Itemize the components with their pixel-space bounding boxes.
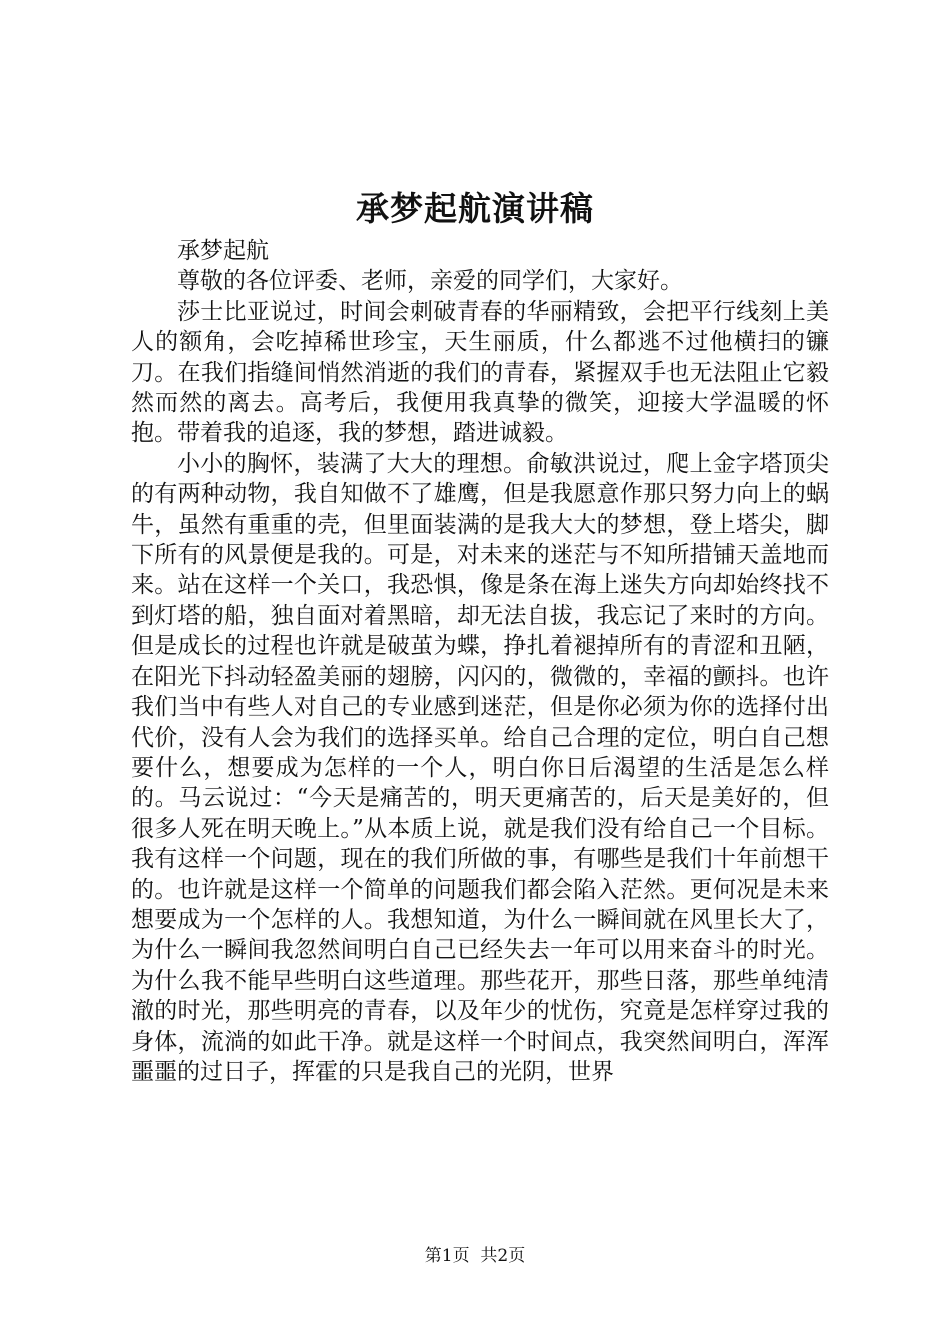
paragraph-shakespeare: 莎士比亚说过，时间会刺破青春的华丽精致，会把平行线刻上美人的额角，会吃掉稀世珍宝，天生丽质，什么都逃不过他横扫的镰刀。在我们指缝间悄然消逝的我们的青春，紧握双手也无法阻止它毅然而然的离去。高考后，我便用我真挚的微笑，迎接大学温暖的怀抱。带着我的追逐，我的梦想，踏进诚毅。 [131,298,829,447]
document-title: 承梦起航演讲稿 [356,189,594,228]
page-footer [0,1244,950,1268]
page-number: 第1页 共2页 [424,1246,526,1266]
document-body [131,236,829,1087]
paragraph-greeting: 尊敬的各位评委、老师，亲爱的同学们，大家好。 [177,268,683,295]
paragraph-dream: 小小的胸怀，装满了大大的理想。俞敏洪说过，爬上金字塔顶尖的有两种动物，我自知做不了雄鹰，但是我愿意作那只努力向上的蜗牛，虽然有重重的壳，但里面装满的是我大大的梦想，登上塔尖，脚下所有的风景便是我的。可是，对未来的迷茫与不知所措铺天盖地而来。站在这样一个关口，我恐惧，像是条在海上迷失方向却始终找不到灯塔的船，独自面对着黑暗，却无法自拔，我忘记了来时的方向。但是成长的过程也许就是破茧为蝶，挣扎着褪掉所有的青涩和丑陋，在阳光下抖动轻盈美丽的翅膀，闪闪的，微微的，幸福的颤抖。也许我们当中有些人对自己的专业感到迷茫，但是你必须为你的选择付出代价，没有人会为我们的选择买单。给自己合理的定位，明白自己想要什么，想要成为怎样的一个人，明白你日后渴望的生活是怎么样的。马云说过：“今天是痛苦的，明天更痛苦的，后天是美好的，但很多人死在明天晚上。”从本质上说，就是我们没有给自己一个目标。我有这样一个问题，现在的我们所做的事，有哪些是我们十年前想干的。也许就是这样一个简单的问题我们都会陷入茫然。更何况是未来想要成为一个怎样的人。我想知道，为什么一瞬间就在风里长大了，为什么一瞬间我忽然间明白自己已经失去一年可以用来奋斗的时光。为什么我不能早些明白这些道理。那些花开，那些日落，那些单纯清澈的时光，那些明亮的青春，以及年少的忧伤，究竟是怎样穿过我的身体，流淌的如此干净。就是这样一个时间点，我突然间明白，浑浑噩噩的过日子，挥霍的只是我自己的光阴，世界 [131,450,829,1085]
paragraph-subtitle: 承梦起航 [177,238,269,264]
